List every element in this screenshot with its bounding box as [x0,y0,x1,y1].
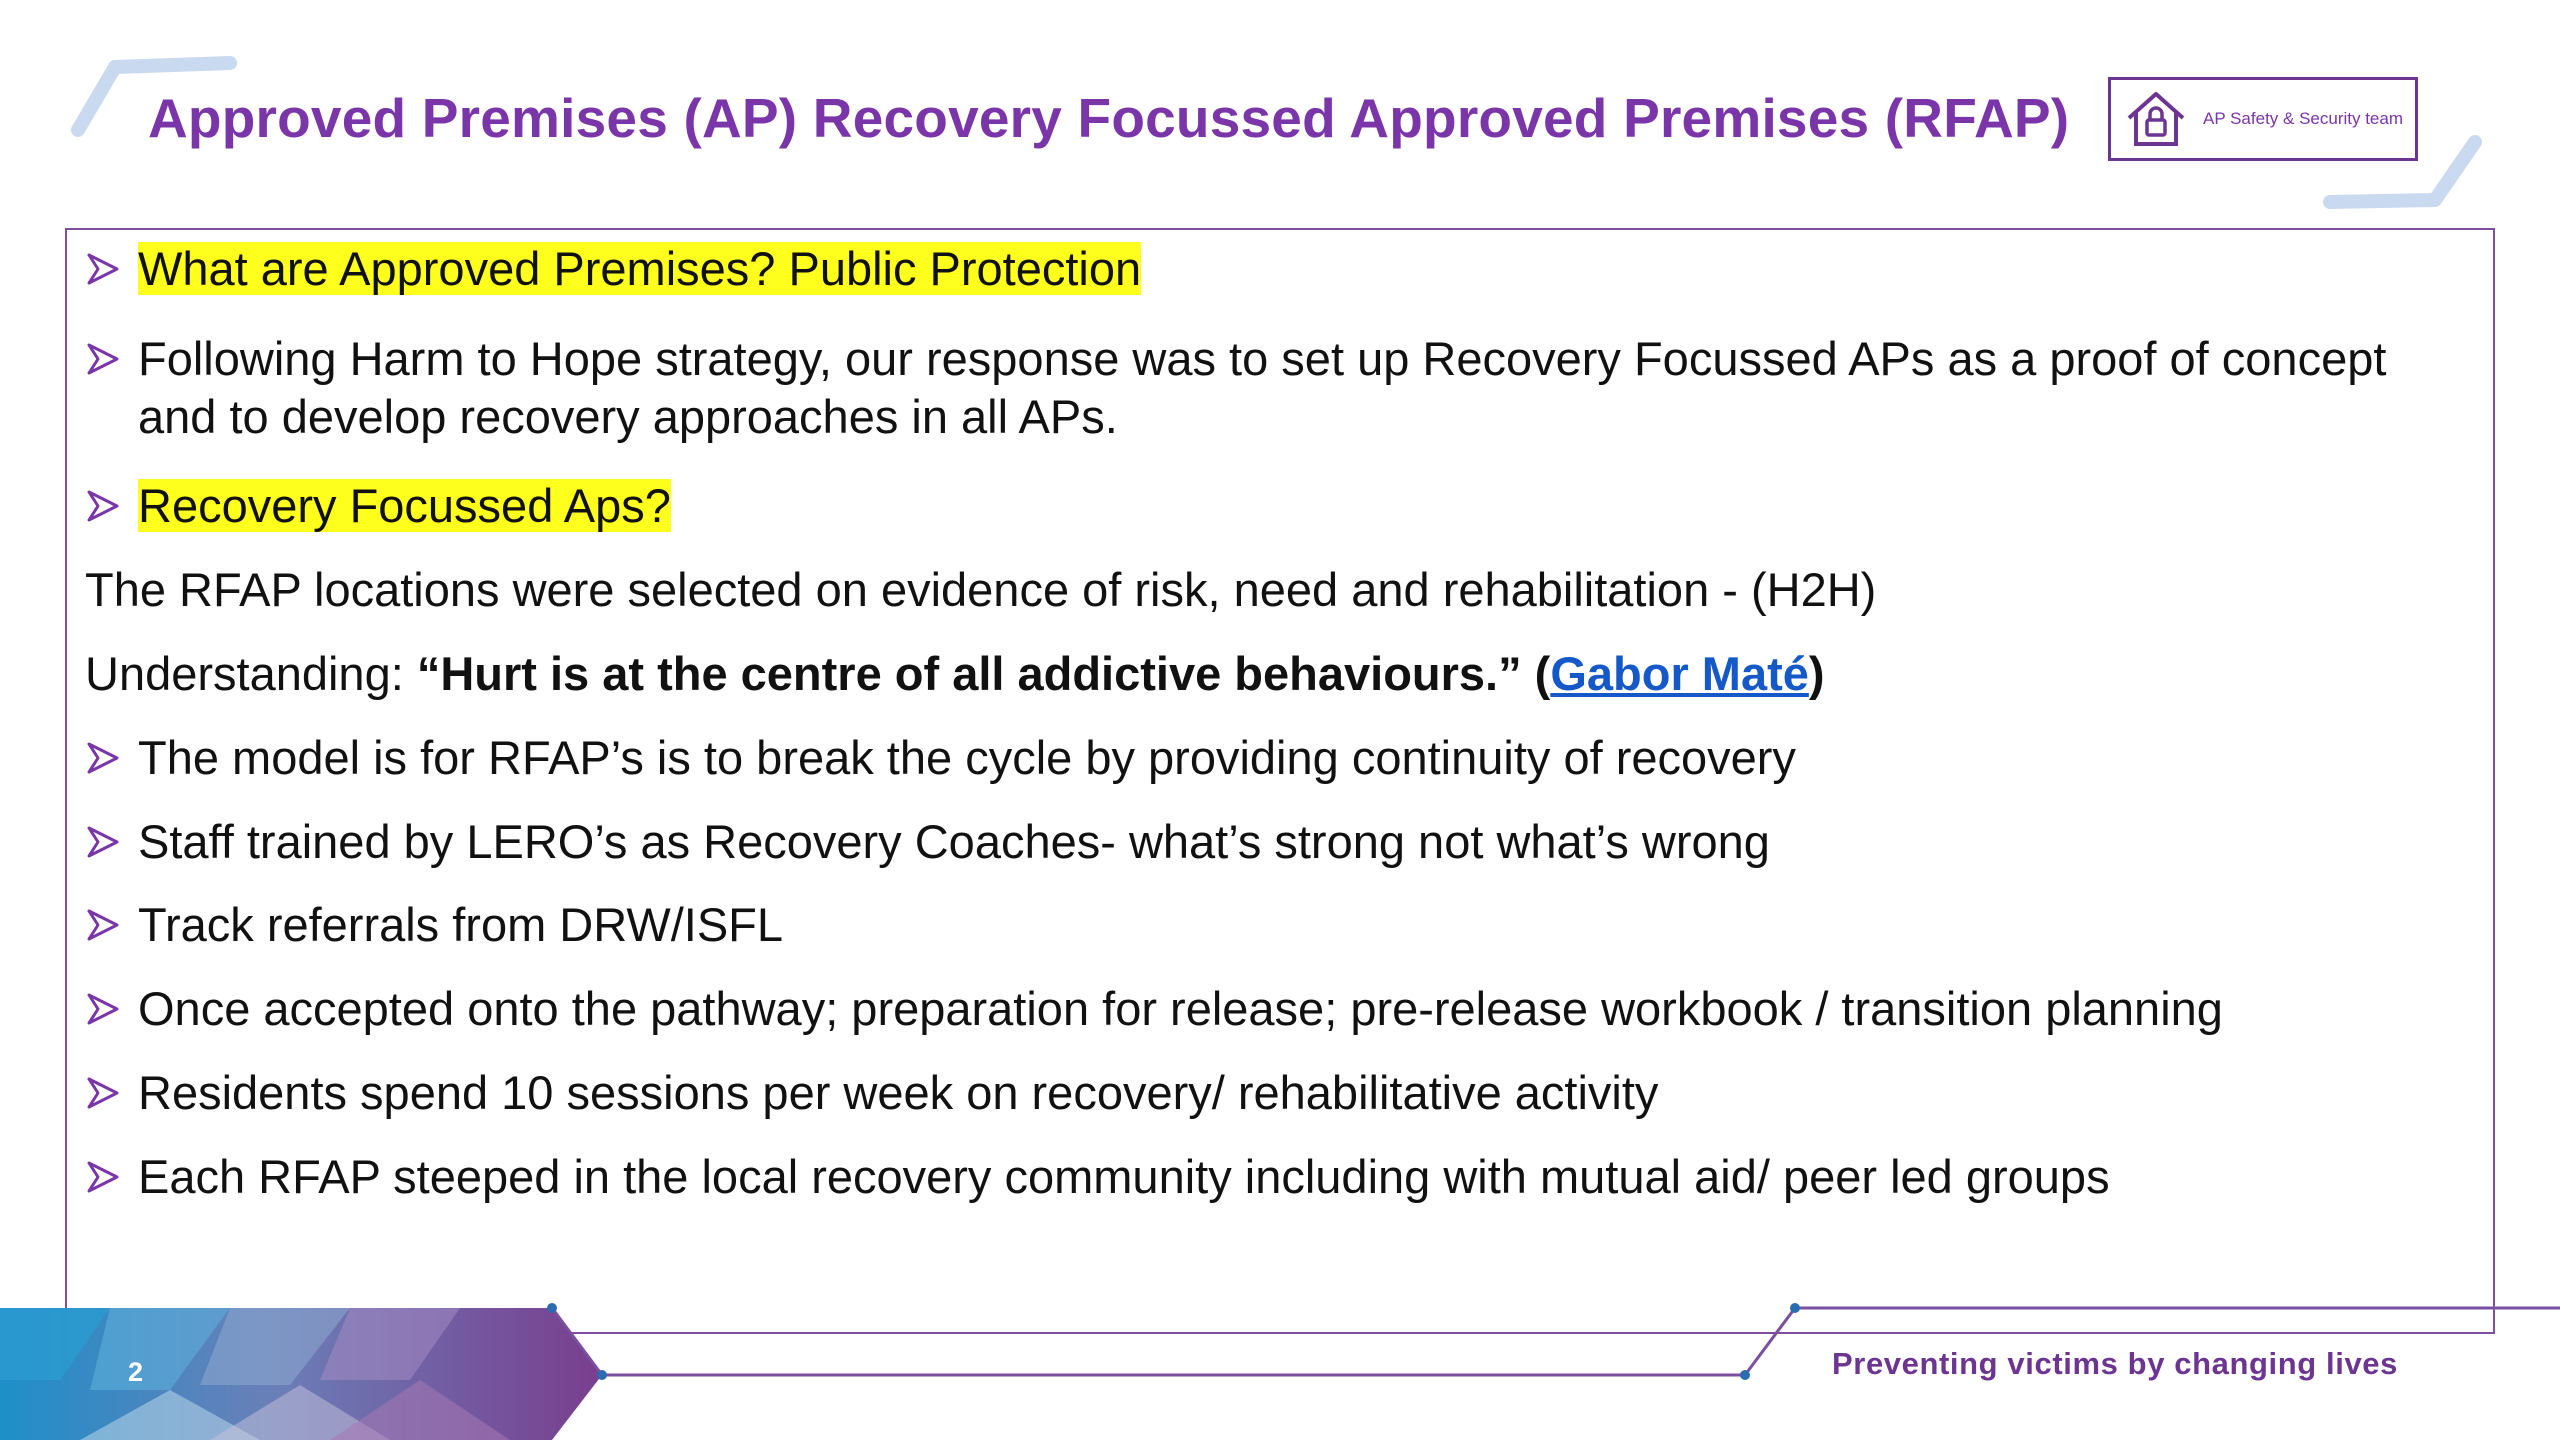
arrowhead-bullet-icon [85,1075,121,1111]
bullet-item-public-protection [138,240,1141,298]
highlighted-text: Recovery Focussed Aps? [138,479,671,532]
bullet-item-local-recovery-community: Each RFAP steeped in the local recovery community including with mutual aid/ peer led groups [138,1150,2110,1203]
bullet-item-recovery-focussed-aps [138,477,671,535]
quote-text: “Hurt is at the centre of all addictive behaviours.” ( [416,647,1551,700]
house-lock-icon [2121,84,2191,154]
arrowhead-bullet-icon [85,740,121,776]
arrowhead-bullet-icon [85,251,121,287]
arrowhead-bullet-icon [85,341,121,377]
arrowhead-bullet-icon [85,1159,121,1195]
highlighted-text: What are Approved Premises? Public Protection [138,242,1142,295]
arrowhead-bullet-icon [85,991,121,1027]
gabor-mate-link[interactable]: Gabor Maté [1550,647,1809,700]
understanding-label: Understanding: [85,647,417,700]
paragraph-understanding [85,645,1825,703]
arrowhead-bullet-icon [85,824,121,860]
slide-title: Approved Premises (AP) Recovery Focussed Approved Premises (RFAP) [148,87,2070,149]
arrowhead-bullet-icon [85,907,121,943]
decorative-slash-top-right [2320,130,2490,215]
logo-text: AP Safety & Security team [2203,109,2403,128]
bullet-item-track-referrals: Track referrals from DRW/ISFL [138,898,784,951]
bullet-item-model: The model is for RFAP’s is to break the cycle by providing continuity of recovery [138,731,1796,784]
bullet-item-harm-to-hope-line2: and to develop recovery approaches in all APs. [138,390,1118,443]
footer-tagline: Preventing victims by changing lives [1832,1346,2398,1381]
bullet-item-staff-trained: Staff trained by LERO’s as Recovery Coaches- what’s strong not what’s wrong [138,815,1770,868]
quote-close-paren: ) [1808,647,1825,700]
bullet-item-residents-sessions: Residents spend 10 sessions per week on recovery/ rehabilitative activity [138,1066,1659,1119]
bullet-item-harm-to-hope-line1: Following Harm to Hope strategy, our response was to set up Recovery Focussed APs as a proof of concept [138,332,2387,385]
bullet-item-pathway: Once accepted onto the pathway; preparation for release; pre-release workbook / transition planning [138,982,2223,1035]
arrowhead-bullet-icon [85,488,121,524]
page-number: 2 [128,1357,144,1387]
paragraph-rfap-locations: The RFAP locations were selected on evidence of risk, need and rehabilitation - (H2H) [85,563,1877,616]
